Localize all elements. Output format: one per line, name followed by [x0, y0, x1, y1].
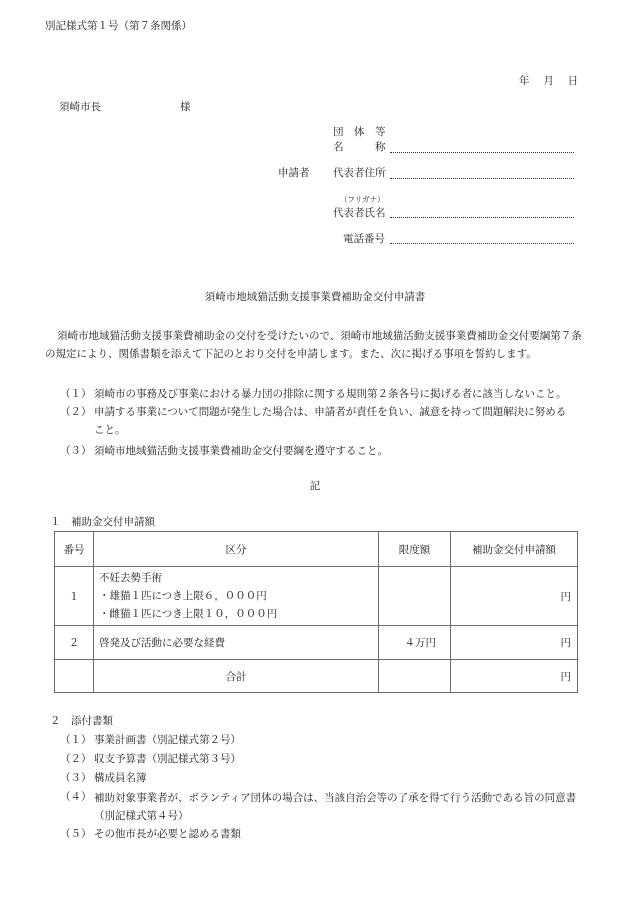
pledge-3-number: （３） [60, 445, 92, 457]
attachment-4-text: 補助対象事業者が、ボランティア団体の場合は、当該自治会等の了承を得て行う活動である旨の同意書（別記様式第４号） [94, 792, 577, 822]
table-row [55, 626, 578, 660]
section-1-heading: １ 補助金交付申請額 [50, 516, 155, 528]
ki-label: 記 [309, 480, 321, 492]
row-1-category [94, 567, 379, 626]
table-total-row [55, 660, 578, 693]
subsidy-amount-table [54, 531, 578, 693]
form-number-label: 別記様式第１号（第７条関係） [45, 20, 192, 32]
pledge-3-text: 須崎市地域猫活動支援事業費補助金交付要綱を遵守すること。 [94, 445, 388, 457]
section-2-heading: ２ 添付書類 [50, 715, 113, 727]
header-number: 番号 [55, 532, 94, 567]
attachment-1-number: （１） [60, 734, 92, 746]
row-1-female-limit: ・雌猫１匹につき上限１０，０００円 [99, 608, 278, 620]
furigana-label: （フリガナ） [340, 195, 385, 204]
attachment-3-number: （３） [60, 772, 92, 784]
representative-name-field[interactable] [390, 217, 574, 218]
attachment-5-text: その他市長が必要と認める書類 [94, 828, 241, 840]
total-amount[interactable]: 円 [451, 660, 578, 693]
attachment-1-text: 事業計画書（別記様式第２号） [94, 734, 241, 746]
header-limit: 限度額 [379, 532, 451, 567]
attachment-5-number: （５） [60, 828, 92, 840]
total-empty-cell [55, 660, 94, 693]
date-field: 年 月 日 [519, 75, 579, 87]
address-label: 代表者住所 [333, 167, 386, 179]
table-header-row [55, 532, 578, 567]
org-name-label-top: 団 体 等 [333, 126, 386, 138]
pledge-2-number: （２） [60, 406, 92, 418]
document-title: 須崎市地域猫活動支援事業費補助金交付申請書 [204, 291, 426, 303]
pledge-2-text: 申請する事業について問題が発生した場合は、申請者が責任を負い、誠意を持って問題解決に努めること。 [94, 406, 567, 436]
pledge-1-number: （１） [60, 388, 92, 400]
total-label: 合計 [94, 660, 379, 693]
phone-label: 電話番号 [343, 233, 385, 245]
row-2-number: ２ [55, 626, 94, 660]
row-1-amount[interactable]: 円 [451, 567, 578, 626]
row-2-category: 啓発及び活動に必要な経費 [94, 626, 379, 660]
attachment-4-number: （４） [60, 791, 92, 803]
header-category: 区分 [94, 532, 379, 567]
intro-paragraph: 須崎市地域猫活動支援事業費補助金の交付を受けたいので、須崎市地域猫活動支援事業費補助金交付要綱第７条の規定により、関係書類を添えて下記のとおり交付を申請します。また、次に掲げる事項を誓約します。 [45, 330, 582, 360]
row-1-category-title: 不妊去勢手術 [99, 572, 162, 584]
representative-name-label: 代表者氏名 [333, 207, 386, 219]
row-2-limit: ４万円 [379, 626, 451, 660]
total-limit-cell [379, 660, 451, 693]
table-row [55, 567, 578, 626]
row-2-amount[interactable]: 円 [451, 626, 578, 660]
row-1-number: １ [55, 567, 94, 626]
applicant-role-label: 申請者 [278, 167, 310, 179]
attachment-3-text: 構成員名簿 [94, 772, 147, 784]
header-amount: 補助金交付申請額 [451, 532, 578, 567]
phone-field[interactable] [390, 243, 574, 244]
honorific: 様 [180, 101, 191, 113]
row-1-limit [379, 567, 451, 626]
org-name-label-bottom: 名 称 [333, 141, 386, 153]
attachment-2-number: （２） [60, 753, 92, 765]
addressee: 須崎市長 [59, 101, 101, 113]
org-name-field[interactable] [390, 152, 574, 153]
attachment-2-text: 収支予算書（別記様式第３号） [94, 753, 241, 765]
address-field[interactable] [390, 178, 574, 179]
pledge-1-text: 須崎市の事務及び事業における暴力団の排除に関する規則第２条各号に掲げる者に該当しないこと。 [94, 388, 567, 400]
row-1-male-limit: ・雄猫１匹につき上限６，０００円 [99, 590, 267, 602]
